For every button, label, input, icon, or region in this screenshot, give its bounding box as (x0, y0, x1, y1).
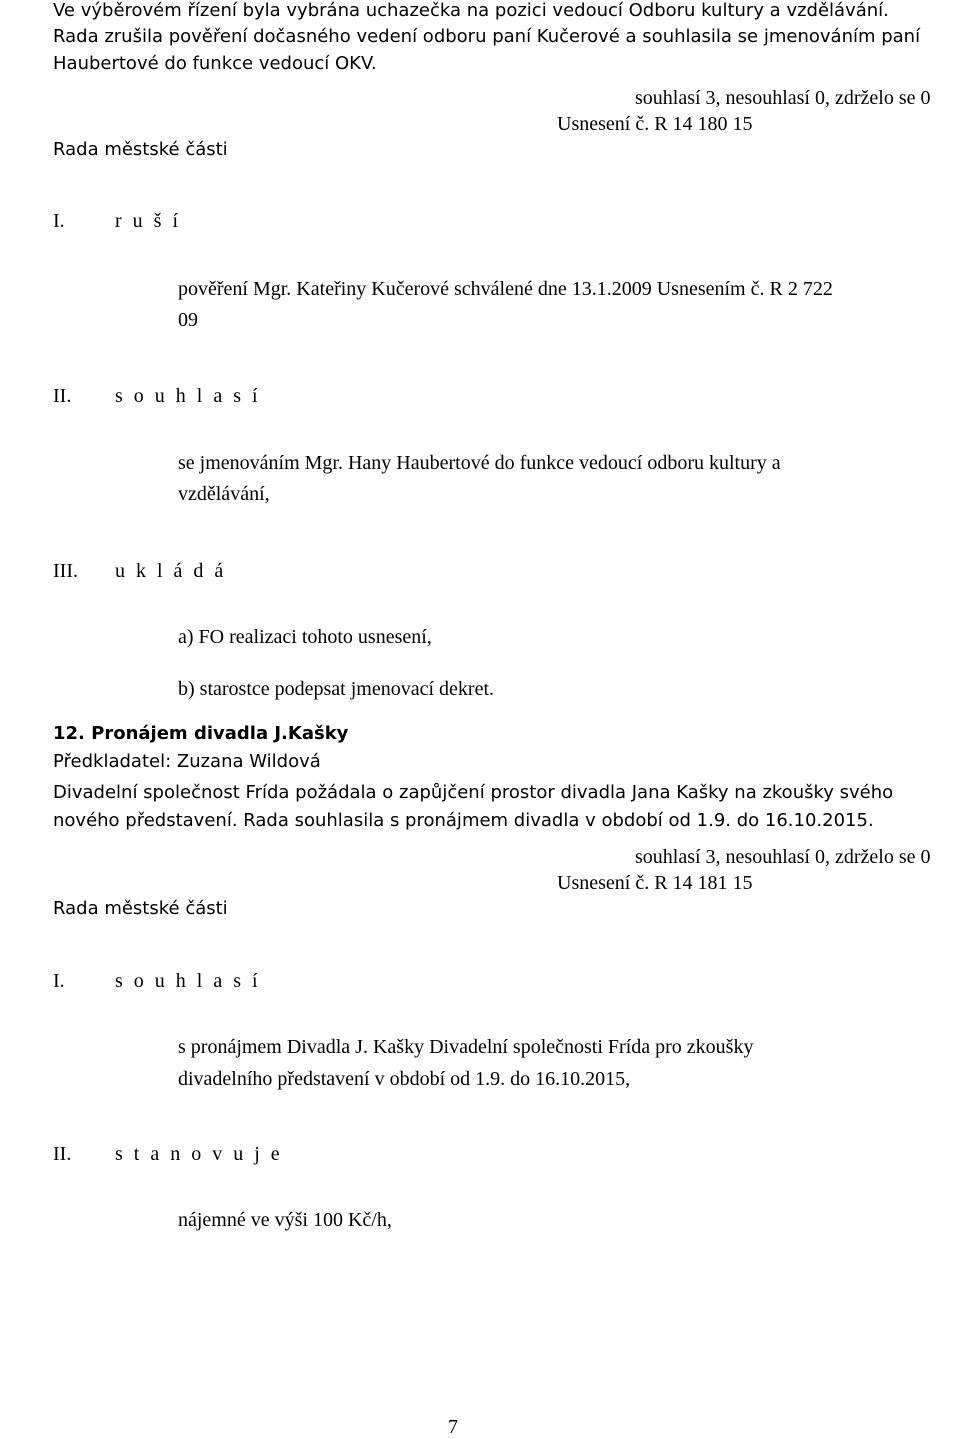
intro-line-2: Rada zrušila pověření dočasného vedení odboru paní Kučerové a souhlasila se jmenováním paní (53, 26, 921, 47)
point-verb: u k l á d á (115, 560, 227, 582)
point-text: vzdělávání, (178, 483, 270, 505)
point-verb: s t a n o v u j e (115, 1143, 283, 1165)
point-text: se jmenováním Mgr. Hany Haubertové do funkce vedoucí odboru kultury a (178, 452, 781, 474)
point-verb: r u š í (115, 210, 181, 232)
point-text: 09 (178, 309, 198, 331)
council-body: Rada městské části (53, 139, 228, 160)
point-verb: s o u h l a s í (115, 970, 261, 992)
point-numeral: II. (53, 1143, 72, 1165)
description-line-2: nového představení. Rada souhlasila s pronájmem divadla v období od 1.9. do 16.10.2015. (53, 810, 874, 831)
resolution-number: Usnesení č. R 14 181 15 (557, 872, 753, 894)
intro-line-3: Haubertové do funkce vedoucí OKV. (53, 53, 377, 74)
point-text: b) starostce podepsat jmenovací dekret. (178, 678, 494, 700)
point-numeral: II. (53, 385, 72, 407)
vote-result: souhlasí 3, nesouhlasí 0, zdrželo se 0 (635, 87, 931, 109)
intro-line-1: Ve výběrovém řízení byla vybrána uchazečka na pozici vedoucí Odboru kultury a vzdělávání. (53, 0, 889, 21)
vote-result: souhlasí 3, nesouhlasí 0, zdrželo se 0 (635, 846, 931, 868)
point-text: pověření Mgr. Kateřiny Kučerové schválené dne 13.1.2009 Usnesením č. R 2 722 (178, 278, 833, 300)
description-line-1: Divadelní společnost Frída požádala o zapůjčení prostor divadla Jana Kašky na zkoušky svého (53, 782, 894, 803)
point-numeral: I. (53, 210, 65, 232)
point-numeral: I. (53, 970, 65, 992)
point-text: divadelního představení v období od 1.9. do 16.10.2015, (178, 1068, 631, 1090)
point-verb: s o u h l a s í (115, 385, 261, 407)
council-body: Rada městské části (53, 898, 228, 919)
section-heading: 12. Pronájem divadla J.Kašky (53, 723, 349, 744)
point-numeral: III. (53, 560, 78, 582)
point-text: a) FO realizaci tohoto usnesení, (178, 626, 432, 648)
presenter: Předkladatel: Zuzana Wildová (53, 751, 321, 772)
page-number: 7 (448, 1416, 458, 1438)
point-text: s pronájmem Divadla J. Kašky Divadelní společnosti Frída pro zkoušky (178, 1036, 754, 1058)
resolution-number: Usnesení č. R 14 180 15 (557, 113, 753, 135)
point-text: nájemné ve výši 100 Kč/h, (178, 1209, 392, 1231)
